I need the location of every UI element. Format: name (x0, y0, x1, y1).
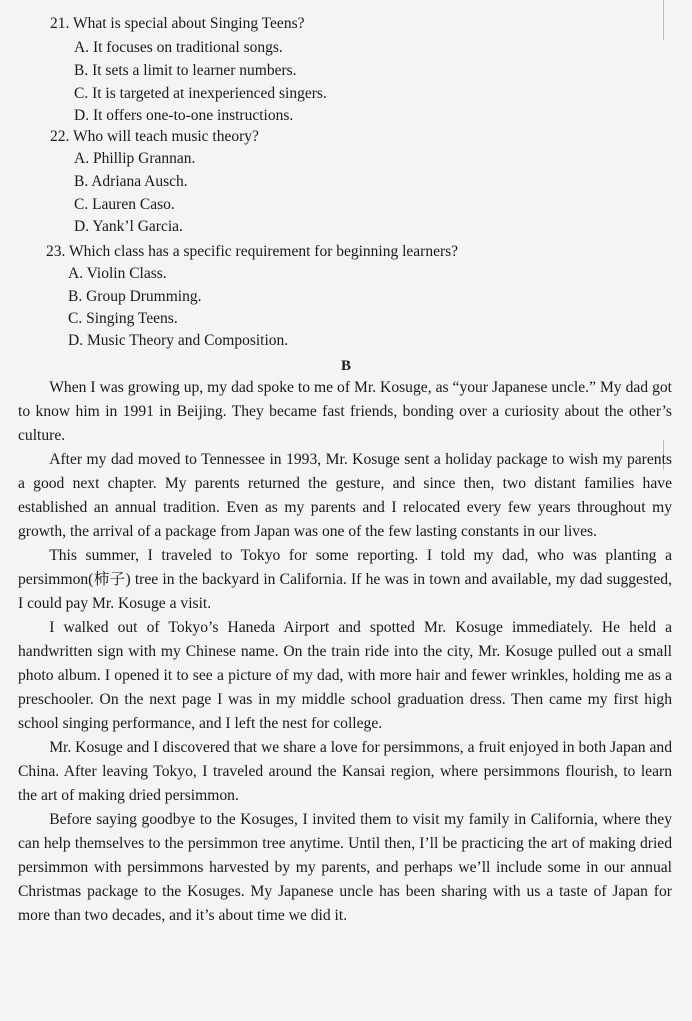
question-22-option-c: C. Lauren Caso. (74, 196, 175, 213)
section-heading: B (340, 358, 351, 374)
passage-paragraph: Before saying goodbye to the Kosuges, I invited them to visit my family in California, where they can help themselves to the persimmon tree anytime. Until then, I’ll be practicing the art of making dried persimmon with persimmons harvested by my parents, and perhaps we’ll include some in our annual Christmas package to the Kosuges. My Japanese uncle has been sharing with us a taste of Japan for more than two decades, and it’s about time we did it. (18, 811, 672, 924)
passage-paragraph: Mr. Kosuge and I discovered that we share a love for persimmons, a fruit enjoyed in both Japan and China. After leaving Tokyo, I traveled around the Kansai region, where persimmons flourish, to learn the art of making dried persimmon. (18, 739, 672, 804)
question-21-option-b: B. It sets a limit to learner numbers. (74, 62, 297, 79)
question-23-stem: 23. Which class has a specific requirement for beginning learners? (46, 243, 459, 260)
question-23-option-d: D. Music Theory and Composition. (68, 332, 289, 349)
question-21-option-a: A. It focuses on traditional songs. (74, 39, 283, 56)
question-22-option-a: A. Phillip Grannan. (74, 150, 196, 167)
question-22-option-b: B. Adriana Ausch. (74, 173, 188, 190)
scan-edge-mark (663, 0, 664, 40)
question-21-option-c: C. It is targeted at inexperienced singers. (74, 85, 327, 102)
question-23-option-c: C. Singing Teens. (68, 310, 178, 327)
passage-paragraph: I walked out of Tokyo’s Haneda Airport and spotted Mr. Kosuge immediately. He held a handwritten sign with my Chinese name. On the train ride into the city, Mr. Kosuge pulled out a small photo album. I opened it to see a picture of my dad, with more hair and fewer wrinkles, holding me as a preschooler. On the next page I was in my middle school graduation dress. Then came my first high school singing performance, and I left the nest for college. (18, 619, 672, 732)
question-21-option-d: D. It offers one-to-one instructions. (74, 107, 294, 124)
passage-paragraph: After my dad moved to Tennessee in 1993, Mr. Kosuge sent a holiday package to wish my parents a good next chapter. My parents returned the gesture, and since then, two distant families have established an annual tradition. Even as my parents and I relocated every few years throughout my growth, the arrival of a package from Japan was one of the few lasting constants in our lives. (18, 451, 672, 540)
reading-passage (18, 376, 672, 928)
question-22-stem: 22. Who will teach music theory? (50, 128, 259, 145)
question-22-option-d: D. Yank’l Garcia. (74, 218, 183, 235)
passage-paragraph: When I was growing up, my dad spoke to me of Mr. Kosuge, as “your Japanese uncle.” My dad got to know him in 1991 in Beijing. They became fast friends, bonding over a curiosity about the other’s culture. (18, 379, 672, 444)
question-23-option-a: A. Violin Class. (68, 265, 167, 282)
question-21-stem: 21. What is special about Singing Teens? (50, 15, 305, 32)
passage-paragraph: This summer, I traveled to Tokyo for some reporting. I told my dad, who was planting a persimmon(柿子) tree in the backyard in California. If he was in town and available, my dad suggested, I could pay Mr. Kosuge a visit. (18, 547, 672, 612)
question-23-option-b: B. Group Drumming. (68, 288, 202, 305)
